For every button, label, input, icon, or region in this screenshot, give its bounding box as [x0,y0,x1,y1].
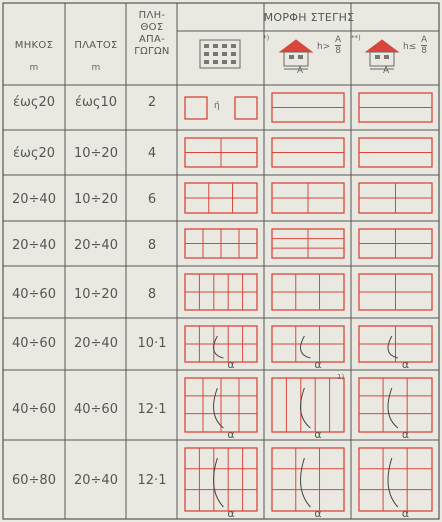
drain-marker: α [401,428,410,441]
row-length: 40÷60 [12,287,56,302]
house-window [298,55,303,59]
roof-col2-fraction: A 8 [335,35,342,56]
roof-col3-dim: A [383,66,390,76]
building-window [231,60,236,64]
row-length: 60÷80 [12,473,56,488]
drain-arc [301,336,311,358]
building-window [213,44,218,48]
roof-col2-dim: A [297,66,304,76]
drain-arc [388,388,398,428]
drain-arc [388,336,398,358]
drain-marker: α [227,358,235,371]
note-starstar: **) [351,34,361,42]
drain-marker: α [401,358,410,371]
drain-arc [214,388,224,428]
row-width: 20÷40 [74,336,118,351]
roof-col3-label: h≤ [403,42,417,52]
roof-plan-diagram [359,448,432,511]
row-count: 8 [147,238,157,253]
row-length: έως20 [12,146,56,161]
row-width: 20÷40 [74,473,118,488]
table-border [3,3,439,519]
drain-marker: α [401,507,410,520]
row-length: 20÷40 [12,192,56,207]
drain-marker: α [314,507,322,520]
row-count: 4 [147,146,157,161]
header-length: ΜΗΚΟΣ m [14,40,54,73]
house-body-icon [284,52,308,66]
roof-plan-diagram [272,378,344,432]
roof-plan-diagram [185,97,207,119]
drain-arc [301,458,311,507]
row-count: 8 [147,287,157,302]
row-count: 10·1 [137,336,167,351]
drain-arc [214,336,224,358]
house-window [289,55,294,59]
row-width: έως10 [74,95,118,110]
drain-arc [388,458,398,507]
row-width: 10÷20 [74,146,118,161]
building-window [222,60,227,64]
row-width: 10÷20 [74,192,118,207]
drain-marker: α [227,507,235,520]
house-body-icon [370,52,394,66]
row-count: 12·1 [137,473,167,488]
building-window [213,60,218,64]
building-window [222,44,227,48]
header-roof-form: ΜΟΡΦΗ ΣΤΕΓΗΣ [263,11,355,24]
house-roof-icon [280,40,312,52]
note-one: 1) [337,373,345,381]
drain-arc [301,388,311,428]
roof-plan-diagram [359,378,432,432]
roof-plan-diagram [235,97,257,119]
building-window [231,52,236,56]
roof-col2-label: h> [317,42,331,52]
roof-plan-diagram [185,448,257,511]
building-window [231,44,236,48]
building-window [222,52,227,56]
row-length: 40÷60 [12,402,56,417]
building-window [204,44,209,48]
header-width: ΠΛΑΤΟΣ m [74,40,118,73]
roof-col3-fraction: A 8 [421,35,428,56]
drain-marker: α [227,428,235,441]
building-window [213,52,218,56]
house-roof-icon [366,40,398,52]
drain-marker: α [314,358,322,371]
row-width: 40÷60 [74,402,118,417]
building-window [204,60,209,64]
or-label: ή [214,101,220,111]
header-drains-count: ΠΛΗ- ΘΟΣ ΑΠΑ- ΓΩΓΩΝ [134,10,170,57]
row-count: 2 [147,95,157,110]
note-star: *) [263,34,270,42]
house-window [384,55,389,59]
row-width: 10÷20 [74,287,118,302]
building-window [204,52,209,56]
row-length: 40÷60 [12,336,56,351]
house-window [375,55,380,59]
drain-arc [214,458,224,507]
row-count: 12·1 [137,402,167,417]
row-width: 20÷40 [74,238,118,253]
row-count: 6 [147,192,157,207]
drain-marker: α [314,428,322,441]
row-length: έως20 [12,95,56,110]
row-length: 20÷40 [12,238,56,253]
roof-plan-diagram [272,448,344,511]
